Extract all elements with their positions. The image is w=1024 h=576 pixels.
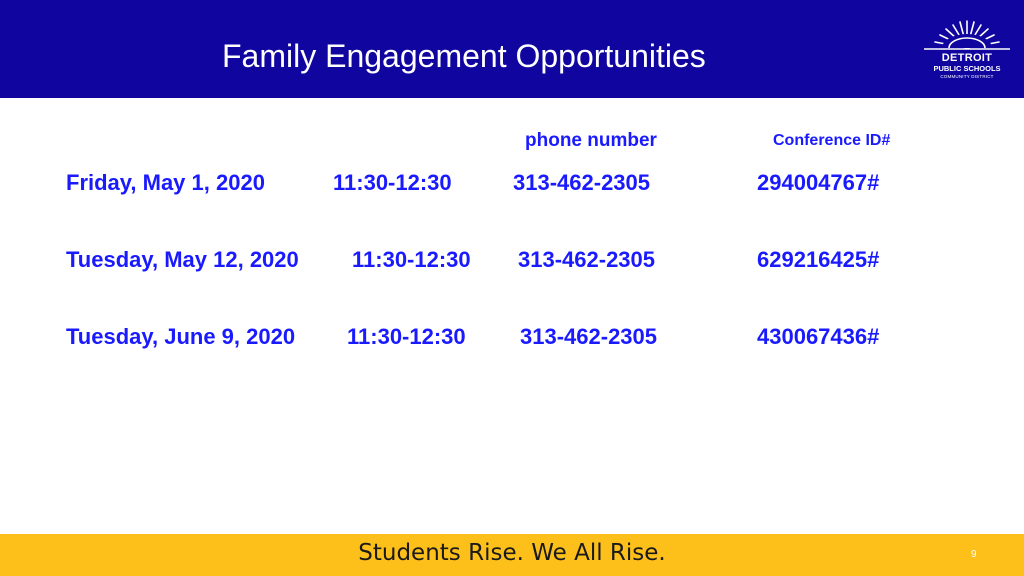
row-conference-id: 294004767# [757,170,880,195]
footer-bar [0,534,1024,576]
row-phone: 313-462-2305 [520,324,658,349]
slide-title: Family Engagement Opportunities [222,38,706,74]
header-bar [0,0,1024,98]
page-number: 9 [971,549,977,560]
row-date: Friday, May 1, 2020 [66,170,265,195]
conference-id-header: Conference ID# [773,132,891,149]
phone-number-header: phone number [525,130,657,151]
district-logo [922,18,1012,82]
row-time: 11:30-12:30 [333,170,452,195]
row-time: 11:30-12:30 [347,324,466,349]
sunburst-icon [922,18,1012,52]
logo-text-community-district: COMMUNITY DISTRICT [940,74,994,79]
row-conference-id: 629216425# [757,247,880,272]
row-date: Tuesday, June 9, 2020 [66,324,296,349]
row-phone: 313-462-2305 [518,247,656,272]
row-phone: 313-462-2305 [513,170,651,195]
logo-text-detroit: DETROIT [941,52,993,64]
logo-text-public-schools: PUBLIC SCHOOLS [933,64,1001,73]
row-date: Tuesday, May 12, 2020 [66,247,299,272]
footer-tagline: Students Rise. We All Rise. [358,540,666,566]
row-time: 11:30-12:30 [352,247,471,272]
row-conference-id: 430067436# [757,324,880,349]
